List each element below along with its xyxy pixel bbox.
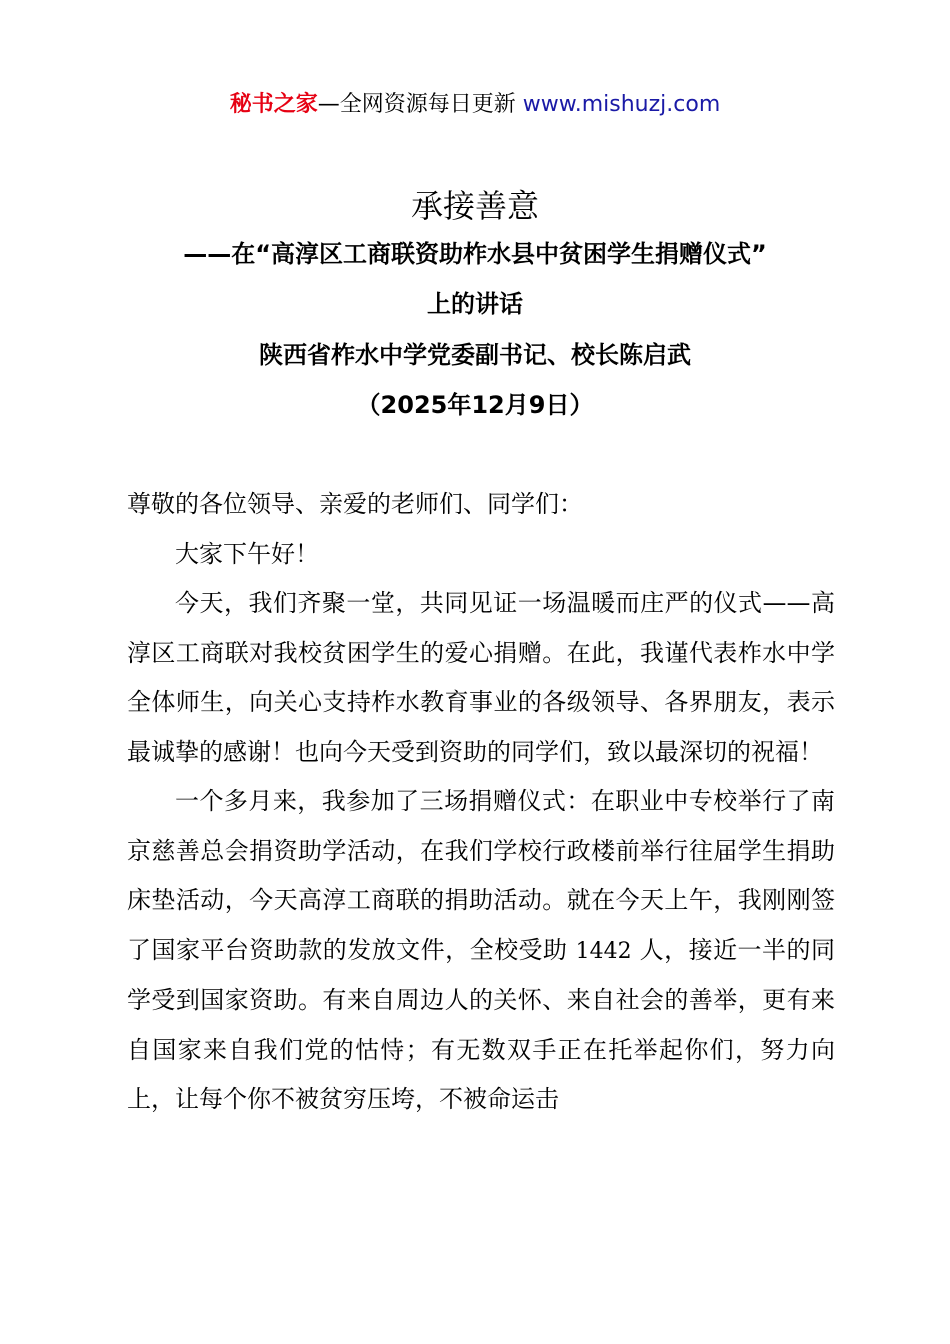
paragraph-2-text-a: 一个多月来，我参加了三场捐赠仪式：在职业中专校举行了南京慈善总会捐资助学活动，在我们学校行政楼前举行往届学生捐助床垫活动，今天高淳工商联的捐助活动。就在今天上午，我刚刚签了国家平台资助款的发放文件，全校受助 <box>127 787 835 964</box>
paragraph-1: 今天，我们齐聚一堂，共同见证一场温暖而庄严的仪式——高淳区工商联对我校贫困学生的爱心捐赠。在此，我谨代表柞水中学全体师生，向关心支持柞水教育事业的各级领导、各界朋友，表示最诚挚的感谢！也向今天受到资助的同学们，致以最深切的祝福！ <box>127 589 835 766</box>
document-date: （2025年12月9日） <box>356 391 594 419</box>
header-slogan: —全网资源每日更新 <box>317 92 523 117</box>
document-author: 陕西省柞水中学党委副书记、校长陈启武 <box>259 341 691 369</box>
document-subtitle-line1: ——在“高淳区工商联资助柞水县中贫困学生捐赠仪式” <box>183 240 767 268</box>
paragraph-2-text-b: 人，接近一半的同学受到国家资助。有来自周边人的关怀、来自社会的善举，更有来自国家来自我们党的怙恃；有无数双手正在托举起你们，努力向上，让每个你不被贫穷压垮，不被命运击 <box>127 935 835 1113</box>
greeting: 大家下午好！ <box>175 539 319 568</box>
salutation: 尊敬的各位领导、亲爱的老师们、同学们： <box>127 490 583 518</box>
header-banner <box>0 88 950 122</box>
brand-name: 秘书之家 <box>229 92 318 117</box>
speech-body <box>127 480 835 1125</box>
document-subtitle-line2: 上的讲话 <box>427 290 523 318</box>
site-url-link[interactable]: www.mishuzj.com <box>522 92 721 117</box>
paragraph-2 <box>127 777 835 1125</box>
document-title: 承接善意 <box>410 187 539 225</box>
recipient-count: 1442 <box>575 938 632 964</box>
